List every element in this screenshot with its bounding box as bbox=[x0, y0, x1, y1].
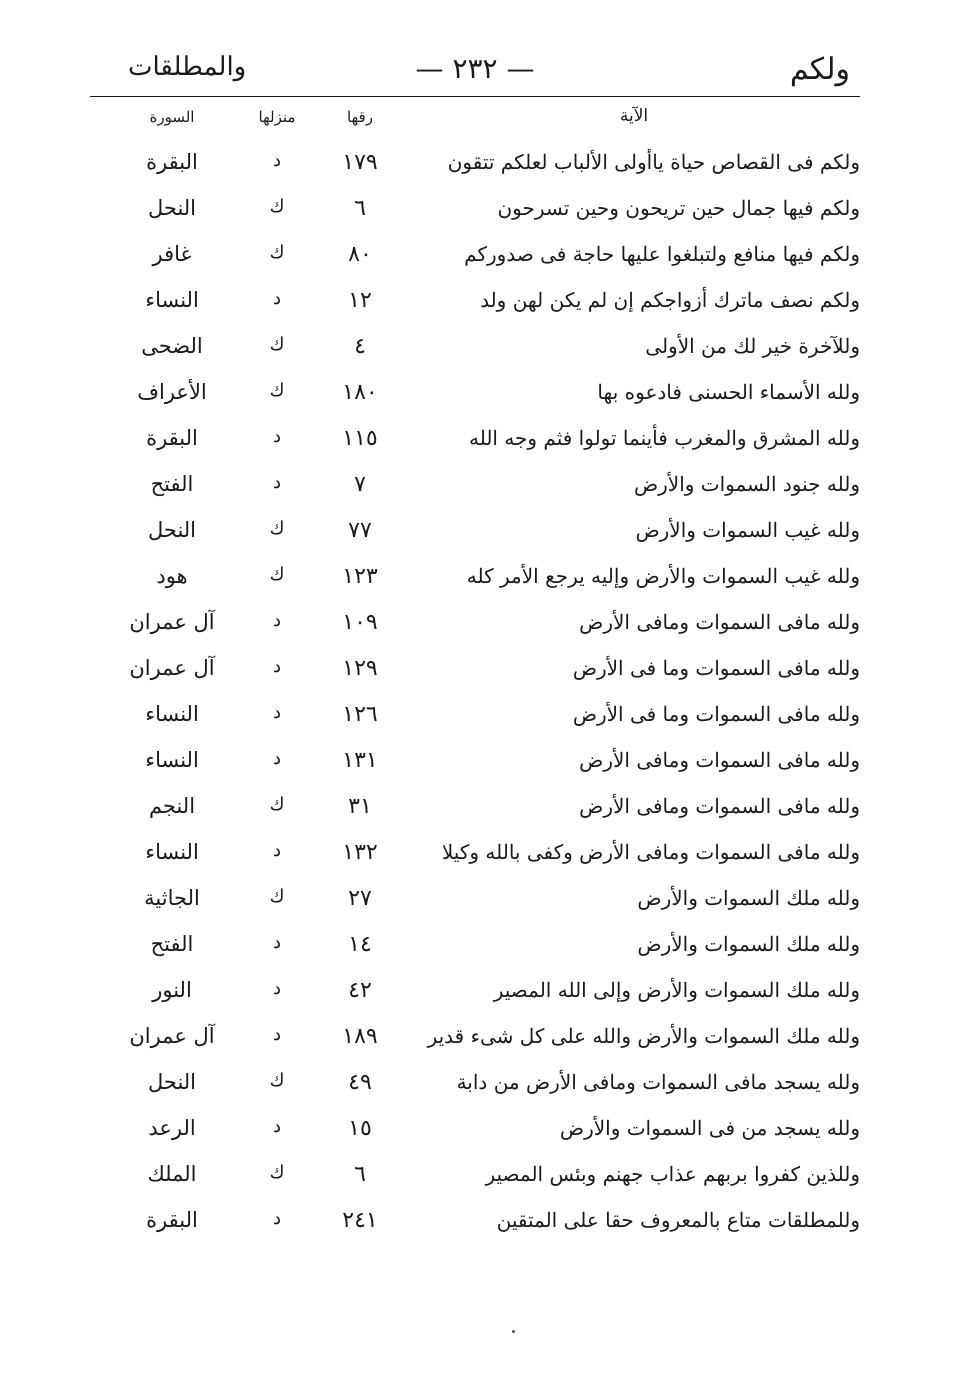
verse-number: ١٥ bbox=[348, 1116, 372, 1141]
surah-name: البقرة bbox=[146, 426, 198, 450]
verse-text: ولله مافى السموات وما فى الأرض bbox=[572, 656, 860, 680]
table-row bbox=[90, 276, 860, 322]
verse-number: ٤٩ bbox=[348, 1070, 372, 1095]
surah-name: النحل bbox=[147, 196, 197, 220]
table-row bbox=[90, 184, 860, 230]
table-row bbox=[90, 368, 860, 414]
surah-name: الفتح bbox=[150, 932, 194, 956]
table-row bbox=[90, 598, 860, 644]
revelation-type: ك bbox=[269, 518, 285, 539]
verse-text: ولله مافى السموات ومافى الأرض bbox=[579, 794, 860, 818]
verse-number: ٨٠ bbox=[348, 242, 372, 267]
verse-number: ١٧٩ bbox=[342, 150, 378, 175]
header-first-entry: ولكم bbox=[789, 52, 850, 87]
verse-number: ١٢٣ bbox=[342, 564, 378, 589]
verse-text: ولله يسجد مافى السموات ومافى الأرض من دابة bbox=[456, 1070, 860, 1094]
verse-text: ولله مافى السموات وما فى الأرض bbox=[572, 702, 860, 726]
verse-number: ٦ bbox=[354, 196, 366, 221]
page-number: — ٢٣٢ — bbox=[415, 52, 535, 85]
verse-text: ولله الأسماء الحسنى فادعوه بها bbox=[597, 380, 860, 404]
surah-name: الملك bbox=[147, 1162, 197, 1186]
verse-text: ولكم فيها جمال حين تريحون وحين تسرحون bbox=[497, 196, 860, 220]
verse-number: ١٢٦ bbox=[342, 702, 378, 727]
verse-index-table bbox=[90, 100, 860, 1242]
verse-text: ولله ملك السموات والأرض وإلى الله المصير bbox=[493, 978, 860, 1002]
revelation-type: د bbox=[272, 610, 281, 631]
table-row bbox=[90, 460, 860, 506]
table-row bbox=[90, 690, 860, 736]
table-row bbox=[90, 874, 860, 920]
column-header-number: رقها bbox=[347, 108, 373, 126]
verse-number: ٢٧ bbox=[348, 886, 372, 911]
verse-text: ولله ملك السموات والأرض والله على كل شىء قدير bbox=[427, 1024, 860, 1048]
table-row bbox=[90, 736, 860, 782]
revelation-type: د bbox=[272, 1116, 281, 1137]
table-row bbox=[90, 828, 860, 874]
verse-number: ١٣٢ bbox=[342, 840, 378, 865]
table-row bbox=[90, 506, 860, 552]
surah-name: آل عمران bbox=[129, 656, 215, 680]
header-last-entry: والمطلقات bbox=[128, 52, 247, 82]
revelation-type: د bbox=[272, 426, 281, 447]
verse-number: ١٢ bbox=[348, 288, 372, 313]
verse-number: ١٠٩ bbox=[342, 610, 378, 635]
surah-name: النجم bbox=[148, 794, 196, 818]
revelation-type: ك bbox=[269, 1162, 285, 1183]
surah-name: النساء bbox=[145, 702, 199, 726]
verse-number: ١٢٩ bbox=[342, 656, 378, 681]
surah-name: الرعد bbox=[148, 1116, 196, 1140]
verse-text: ولكم فى القصاص حياة ياأولى الألباب لعلكم تتقون bbox=[447, 150, 860, 174]
table-body bbox=[90, 138, 860, 1242]
verse-text: ولله ملك السموات والأرض bbox=[637, 932, 860, 956]
surah-name: النحل bbox=[147, 518, 197, 542]
surah-name: النحل bbox=[147, 1070, 197, 1094]
verse-text: وللمطلقات متاع بالمعروف حقا على المتقين bbox=[496, 1208, 860, 1232]
table-row bbox=[90, 1058, 860, 1104]
verse-text: وللآخرة خير لك من الأولى bbox=[645, 334, 860, 358]
revelation-type: د bbox=[272, 702, 281, 723]
table-row bbox=[90, 1104, 860, 1150]
verse-number: ٤ bbox=[354, 334, 366, 359]
page-mark bbox=[512, 1330, 515, 1333]
table-row bbox=[90, 230, 860, 276]
page-header bbox=[90, 40, 860, 90]
verse-number: ٤٢ bbox=[348, 978, 372, 1003]
table-row bbox=[90, 782, 860, 828]
verse-number: ٦ bbox=[354, 1162, 366, 1187]
header-divider bbox=[90, 96, 860, 97]
revelation-type: د bbox=[272, 840, 281, 861]
revelation-type: د bbox=[272, 1208, 281, 1229]
table-row bbox=[90, 552, 860, 598]
surah-name: النور bbox=[152, 978, 192, 1002]
verse-text: ولله مافى السموات ومافى الأرض bbox=[579, 610, 860, 634]
surah-name: الأعراف bbox=[137, 380, 207, 404]
verse-text: ولله يسجد من فى السموات والأرض bbox=[559, 1116, 860, 1140]
verse-text: وللذين كفروا بربهم عذاب جهنم وبئس المصير bbox=[485, 1162, 860, 1186]
revelation-type: ك bbox=[269, 196, 285, 217]
column-header-revelation: منزلها bbox=[258, 108, 296, 126]
surah-name: البقرة bbox=[146, 150, 198, 174]
verse-number: ١٣١ bbox=[342, 748, 378, 773]
table-row bbox=[90, 414, 860, 460]
surah-name: النساء bbox=[145, 840, 199, 864]
table-row bbox=[90, 1150, 860, 1196]
verse-number: ١٨٠ bbox=[342, 380, 378, 405]
verse-text: ولله غيب السموات والأرض وإليه يرجع الأمر كله bbox=[466, 564, 860, 588]
surah-name: غافر bbox=[152, 242, 192, 266]
revelation-type: د bbox=[272, 288, 281, 309]
surah-name: الفتح bbox=[150, 472, 194, 496]
verse-number: ٢٤١ bbox=[342, 1208, 378, 1233]
revelation-type: ك bbox=[269, 794, 285, 815]
verse-number: ٧٧ bbox=[348, 518, 372, 543]
revelation-type: ك bbox=[269, 564, 285, 585]
surah-name: الجاثية bbox=[144, 886, 200, 910]
table-row bbox=[90, 138, 860, 184]
revelation-type: ك bbox=[269, 380, 285, 401]
verse-number: ٧ bbox=[354, 472, 366, 497]
surah-name: الضحى bbox=[141, 334, 203, 358]
revelation-type: د bbox=[272, 1024, 281, 1045]
verse-number: ١١٥ bbox=[342, 426, 378, 451]
column-header-verse: الآية bbox=[619, 106, 649, 126]
table-row bbox=[90, 920, 860, 966]
verse-text: ولله ملك السموات والأرض bbox=[637, 886, 860, 910]
surah-name: آل عمران bbox=[129, 610, 215, 634]
revelation-type: ك bbox=[269, 886, 285, 907]
table-row bbox=[90, 1196, 860, 1242]
verse-text: ولكم فيها منافع ولتبلغوا عليها حاجة فى صدوركم bbox=[464, 242, 860, 266]
verse-number: ٣١ bbox=[348, 794, 372, 819]
table-row bbox=[90, 1012, 860, 1058]
revelation-type: د bbox=[272, 150, 281, 171]
surah-name: هود bbox=[156, 564, 188, 588]
verse-text: ولله المشرق والمغرب فأينما تولوا فثم وجه الله bbox=[468, 426, 860, 450]
surah-name: آل عمران bbox=[129, 1024, 215, 1048]
revelation-type: د bbox=[272, 748, 281, 769]
verse-text: ولله جنود السموات والأرض bbox=[633, 472, 860, 496]
surah-name: النساء bbox=[145, 748, 199, 772]
verse-number: ١٨٩ bbox=[342, 1024, 378, 1049]
revelation-type: ك bbox=[269, 1070, 285, 1091]
verse-text: ولله مافى السموات ومافى الأرض bbox=[579, 748, 860, 772]
revelation-type: د bbox=[272, 978, 281, 999]
column-header-surah: السورة bbox=[149, 108, 195, 126]
table-row bbox=[90, 322, 860, 368]
surah-name: النساء bbox=[145, 288, 199, 312]
revelation-type: د bbox=[272, 656, 281, 677]
revelation-type: د bbox=[272, 472, 281, 493]
table-header-row bbox=[90, 100, 860, 138]
table-row bbox=[90, 644, 860, 690]
verse-text: ولله مافى السموات ومافى الأرض وكفى بالله وكيلا bbox=[441, 840, 860, 864]
revelation-type: د bbox=[272, 932, 281, 953]
verse-number: ١٤ bbox=[348, 932, 372, 957]
revelation-type: ك bbox=[269, 334, 285, 355]
revelation-type: ك bbox=[269, 242, 285, 263]
table-row bbox=[90, 966, 860, 1012]
verse-text: ولله غيب السموات والأرض bbox=[635, 518, 860, 542]
surah-name: البقرة bbox=[146, 1208, 198, 1232]
verse-text: ولكم نصف ماترك أزواجكم إن لم يكن لهن ولد bbox=[480, 288, 860, 312]
